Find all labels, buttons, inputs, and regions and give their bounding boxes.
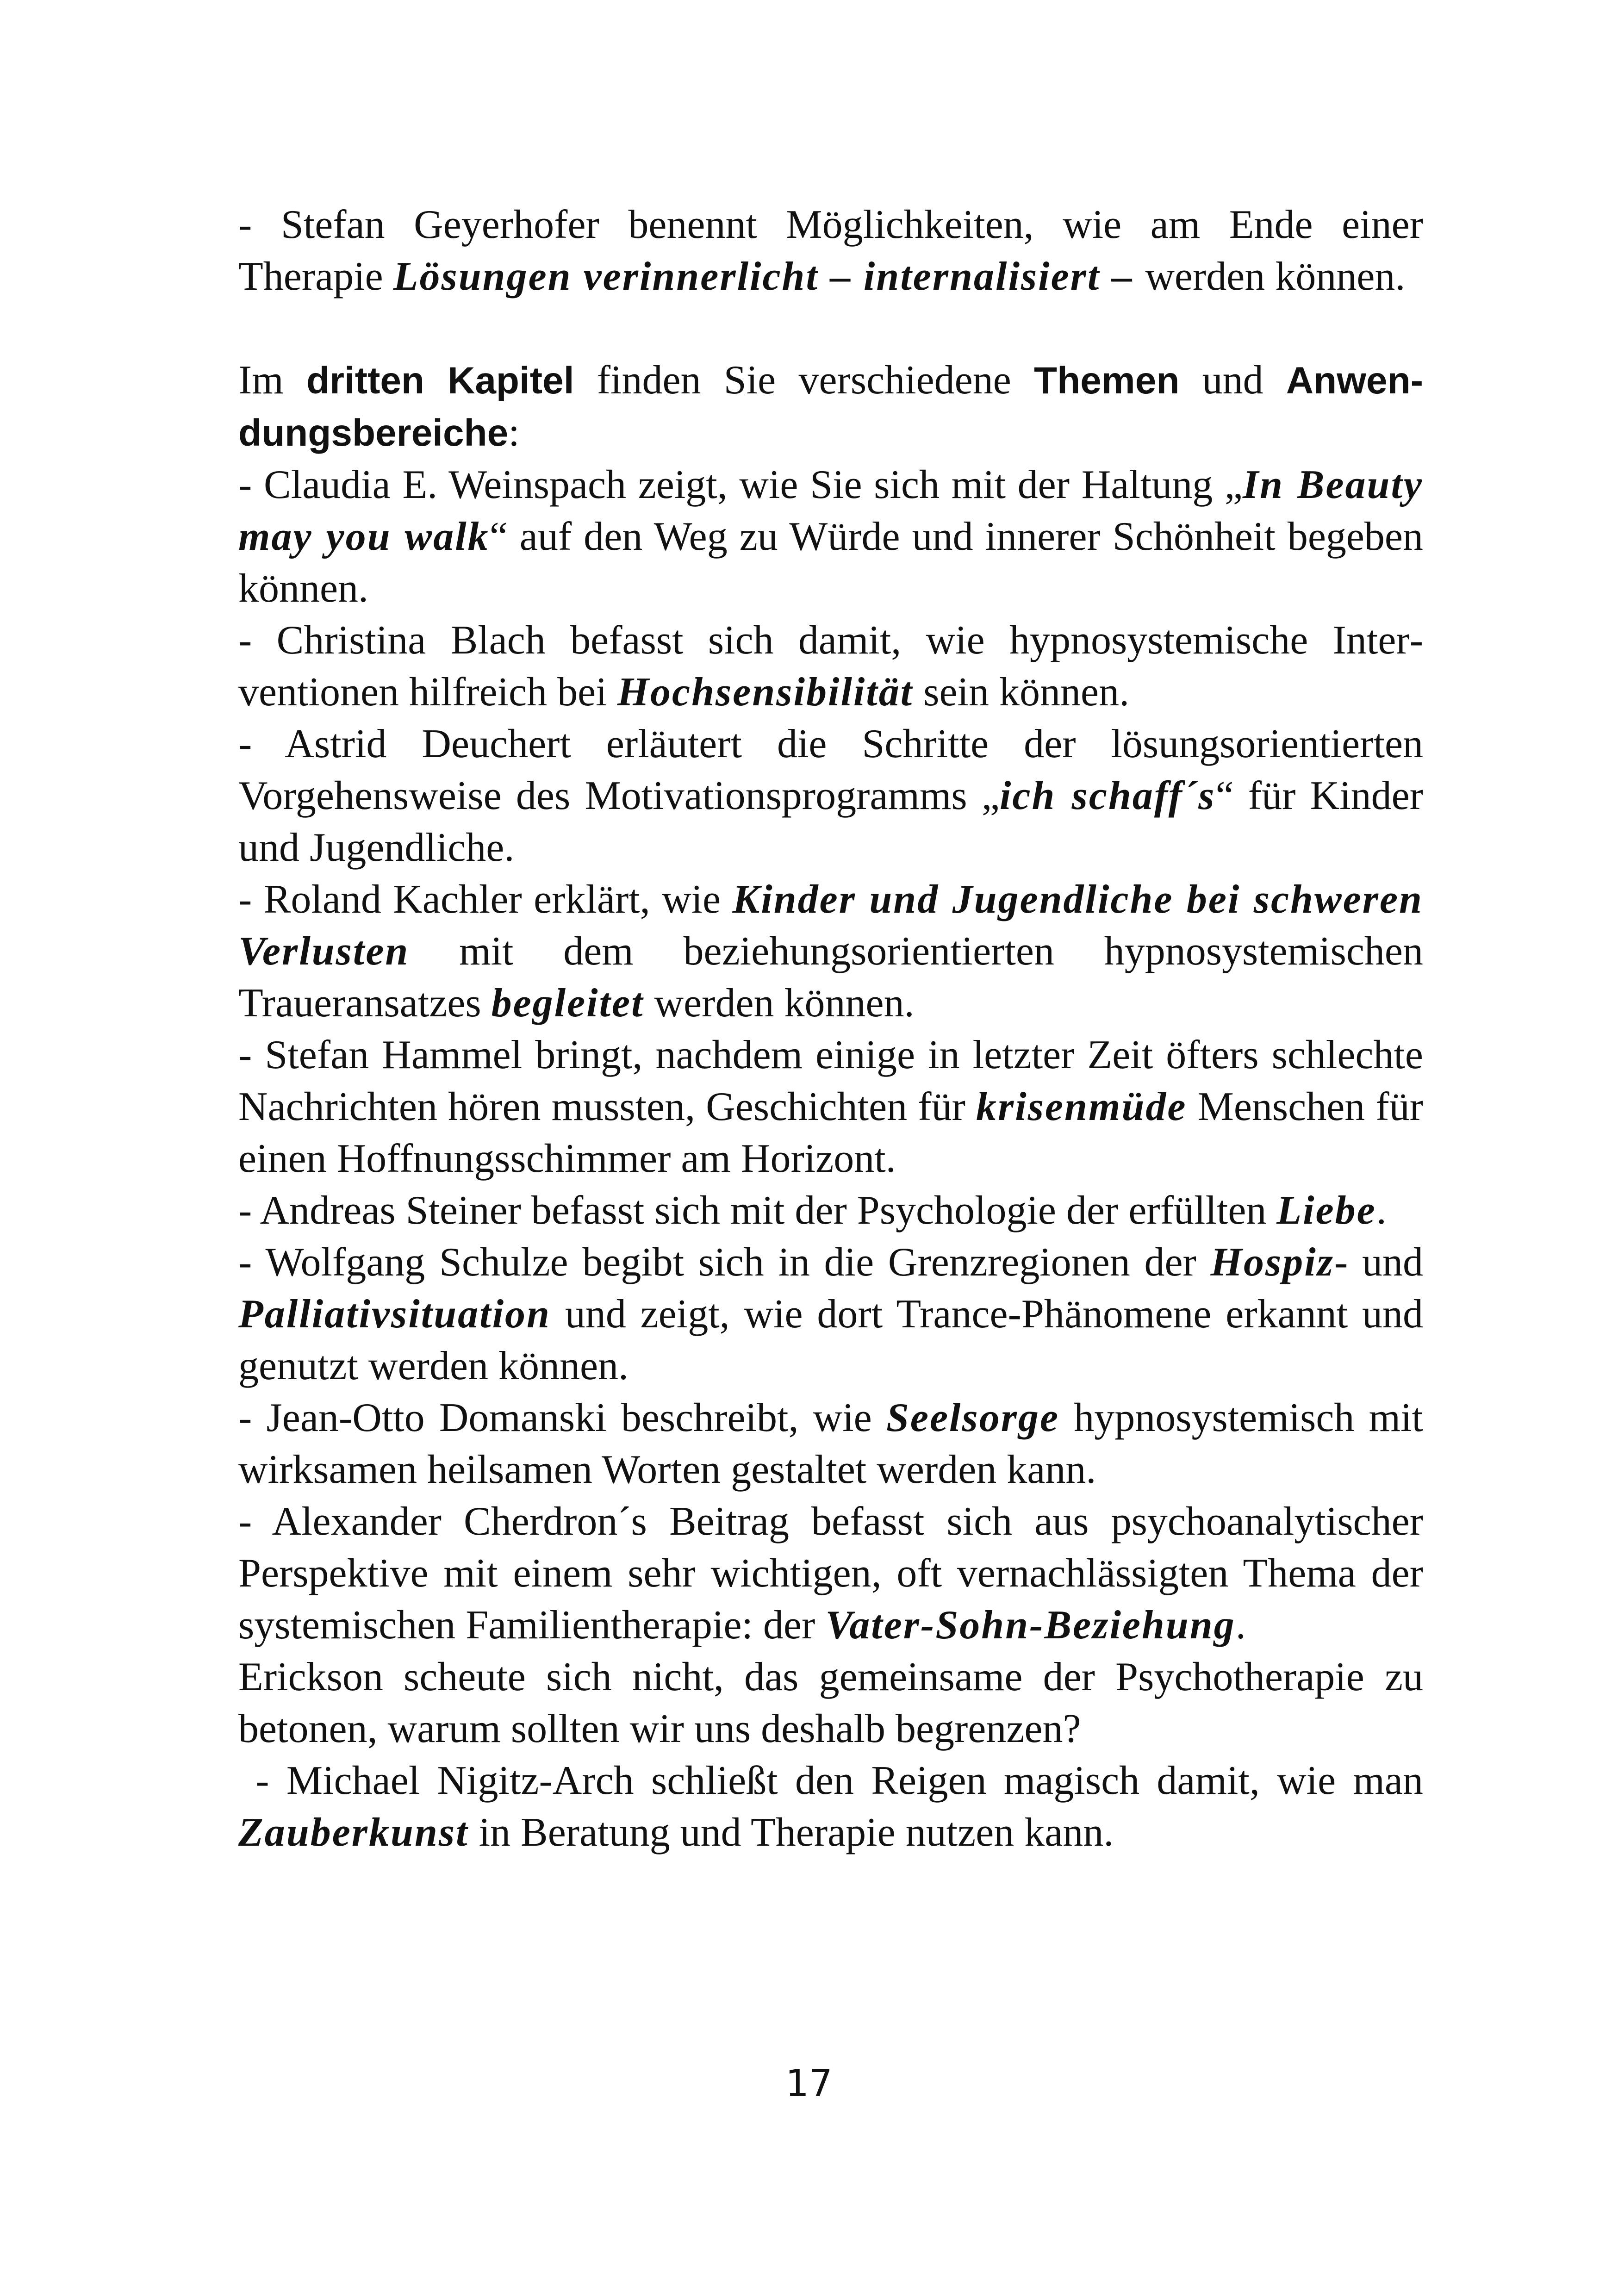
emphasis-liebe: Liebe bbox=[1276, 1188, 1376, 1233]
emphasis-ich-schaffs: ich schaff´s bbox=[999, 773, 1216, 818]
text-run: “ auf den Weg zu Würde und innerer Schönheit begeben können. bbox=[238, 514, 1423, 611]
text-run: - und bbox=[1334, 1240, 1423, 1285]
paragraph-geyerhofer bbox=[238, 199, 1423, 303]
page-number: 17 bbox=[785, 2062, 833, 2105]
text-run: hypnosystemisch mit wirksamen heilsamen Worten gestaltet werden kann. bbox=[238, 1395, 1423, 1492]
text-run: . bbox=[1235, 1603, 1246, 1648]
emphasis-dash: – bbox=[1100, 254, 1145, 299]
text-run: Menschen für einen Hoffnungsschimmer am Horizont. bbox=[238, 1084, 1423, 1181]
text-run: mit dem beziehungsorientierten hypnosystemischen Traueransatzes bbox=[238, 929, 1423, 1026]
text-run: - Roland Kachler erklärt, wie bbox=[238, 877, 733, 922]
keyword-themen: Themen bbox=[1034, 360, 1180, 402]
list-item-schulze bbox=[238, 1237, 1423, 1392]
text-run: werden können. bbox=[1145, 254, 1406, 299]
emphasis-zauberkunst: Zauberkunst bbox=[238, 1810, 469, 1855]
list-item-kachler bbox=[238, 874, 1423, 1029]
emphasis-hochsensibilitaet: Hochsensibilität bbox=[617, 670, 914, 715]
list-item-hammel bbox=[238, 1029, 1423, 1185]
emphasis-hospiz: Hospiz bbox=[1210, 1240, 1334, 1285]
emphasis-internalisiert: internalisiert bbox=[863, 254, 1101, 299]
emphasis-seelsorge: Seelsorge bbox=[886, 1395, 1060, 1440]
list-item-weinspach bbox=[238, 459, 1423, 615]
text-run: in Beratung und Therapie nutzen kann. bbox=[468, 1810, 1114, 1855]
list-item-nigitz-arch bbox=[238, 1755, 1423, 1859]
text-run: - Andreas Steiner befasst sich mit der Psychologie der erfüllten bbox=[238, 1188, 1277, 1233]
text-run: “ für Kinder und Jugendliche. bbox=[238, 773, 1424, 870]
emphasis-kinder-verlusten: Kinder und Jugendliche bei schweren Verlusten bbox=[238, 877, 1423, 974]
keyword-dritten-kapitel: dritten Kapitel bbox=[306, 360, 574, 402]
paragraph-erickson: Erickson scheute sich nicht, das gemeinsame der Psychotherapie zu betonen, warum sollten wir uns deshalb begrenzen? bbox=[238, 1655, 1423, 1751]
keyword-anwendungsbereiche: Anwendungsbereiche bbox=[238, 360, 1423, 454]
emphasis-palliativsituation: Palliativsituation bbox=[238, 1292, 551, 1337]
text-run: . bbox=[1376, 1188, 1387, 1233]
list-item-steiner bbox=[238, 1185, 1423, 1237]
list-item-domanski bbox=[238, 1392, 1423, 1496]
emphasis-dash: – bbox=[818, 254, 864, 299]
chapter-three-heading bbox=[238, 355, 1423, 459]
text-run: und zeigt, wie dort Trance-Phänomene erkannt und genutzt werden können. bbox=[238, 1292, 1423, 1388]
emphasis-begleitet: begleitet bbox=[491, 981, 644, 1026]
emphasis-vater-sohn: Vater-Sohn-Beziehung bbox=[825, 1603, 1236, 1648]
text-run: : bbox=[508, 410, 520, 455]
list-item-cherdron bbox=[238, 1496, 1423, 1651]
text-run: werden können. bbox=[644, 981, 915, 1026]
text-run: - Claudia E. Weinspach zeigt, wie Sie sich mit der Haltung „ bbox=[238, 462, 1243, 507]
text-run: und bbox=[1179, 358, 1286, 403]
text-run: - Stefan Hammel bringt, nachdem einige in letzter Zeit öfters schlechte Nachrichten hören mussten, Geschichten für bbox=[238, 1033, 1423, 1129]
text-run: sein können. bbox=[913, 670, 1130, 715]
text-run: - Jean-Otto Domanski beschreibt, wie bbox=[238, 1395, 886, 1440]
text-run: - Astrid Deuchert erläutert die Schritte der lösungsorientierten Vorgehensweise des Motivationsprogramms „ bbox=[238, 722, 1423, 818]
list-item-blach bbox=[238, 615, 1423, 718]
emphasis-in-beauty: In Beauty may you walk bbox=[238, 462, 1423, 559]
text-run: - Christina Blach befasst sich damit, wie hypnosystemische Interventionen hilfreich bei bbox=[238, 618, 1423, 715]
emphasis-krisenmuede: krisenmüde bbox=[976, 1084, 1187, 1129]
text-run: - Michael Nigitz-Arch schließt den Reigen magisch damit, wie man bbox=[238, 1758, 1423, 1803]
text-run: - Wolfgang Schulze begibt sich in die Grenzregionen der bbox=[238, 1240, 1211, 1285]
emphasis-loesungen: Lösungen verinnerlicht bbox=[393, 254, 819, 299]
list-item-deuchert bbox=[238, 718, 1423, 874]
page-body bbox=[238, 199, 1423, 1859]
text-run: Im bbox=[238, 358, 306, 403]
text-run: finden Sie verschiedene bbox=[574, 358, 1034, 403]
text-run: - Alexander Cherdron´s Beitrag befasst sich aus psychoanalytischer Perspektive mit einem sehr wichtigen, oft vernachlässigten Thema der systemischen Familientherapie: der bbox=[238, 1499, 1423, 1648]
text-run: - Stefan Geyerhofer benennt Möglichkeiten, wie am Ende einer Therapie bbox=[238, 202, 1423, 299]
paragraph-gap bbox=[238, 303, 1423, 355]
